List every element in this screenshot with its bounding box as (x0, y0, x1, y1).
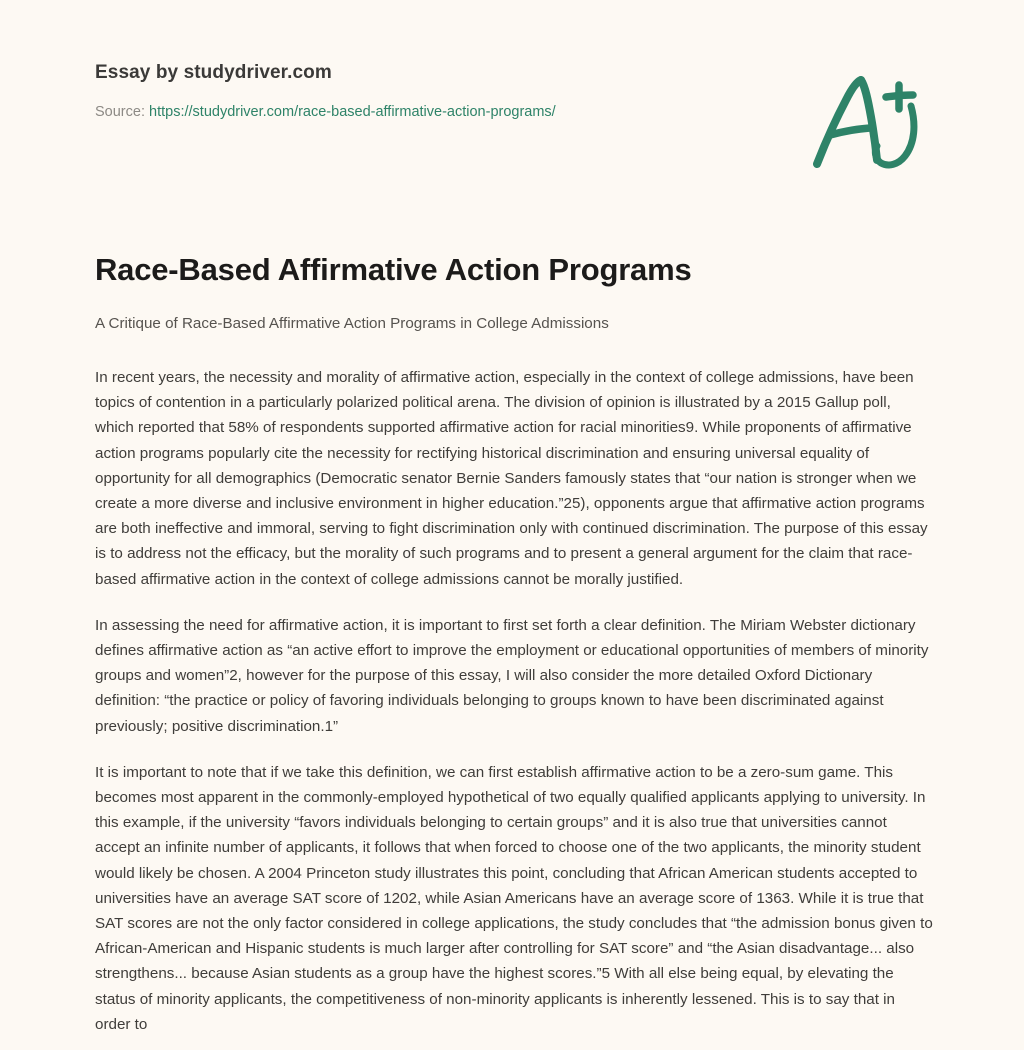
byline: Essay by studydriver.com (95, 62, 332, 83)
page-subtitle: A Critique of Race-Based Affirmative Action Programs in College Admissions (95, 315, 609, 332)
essay-paragraph: In recent years, the necessity and morality of affirmative action, especially in the context of college admissions, have been topics of contention in a particularly polarized political arena. The division of opinion is illustrated by a 2015 Gallup poll, which reported that 58% of respondents supported affirmative action for racial minorities9. While proponents of affirmative action programs popularly cite the necessity for rectifying historical discrimination and ensuring universal equality of opportunity for all demographics (Democratic senator Bernie Sanders famously states that “our nation is stronger when we create a more diverse and inclusive environment in higher education.”25), opponents argue that affirmative action programs are both ineffective and immoral, serving to fight discrimination only with continued discrimination. The purpose of this essay is to address not the efficacy, but the morality of such programs and to present a general argument for the claim that race-based affirmative action in the context of college admissions cannot be morally justified. (95, 369, 928, 588)
studydriver-logo (808, 68, 930, 173)
essay-paragraphs (95, 365, 933, 1037)
a-plus-logo-icon (808, 68, 930, 173)
source-label: Source: (95, 104, 145, 120)
essay-paragraph: In assessing the need for affirmative action, it is important to first set forth a clear definition. The Miriam Webster dictionary defines affirmative action as “an active effort to improve the employment or educational opportunities of members of minority groups and women”2, however for the purpose of this essay, I will also consider the more detailed Oxford Dictionary definition: “the practice or policy of favoring individuals belonging to groups known to have been discriminated against previously; positive discrimination.1” (95, 616, 929, 735)
essay-paragraph: It is important to note that if we take this definition, we can first establish affirmative action to be a zero-sum game. This becomes most apparent in the commonly-employed hypothetical of two equally qualified applicants applying to university. In this example, if the university “favors individuals belonging to certain groups” and it is also true that universities cannot accept an infinite number of applicants, it follows that when forced to choose one of the two applicants, the minority student would likely be chosen. A 2004 Princeton study illustrates this point, concluding that African American students accepted to universities have an average SAT score of 1202, while Asian Americans have an average score of 1363. While it is true that SAT scores are not the only factor considered in college applications, the study concludes that “the admission bonus given to African-American and Hispanic students is much larger after controlling for SAT score” and “the Asian disadvantage... also strengthens... because Asian students as a group have the highest scores.”5 With all else being equal, by elevating the status of minority applicants, the competitiveness of non-minority applicants is inherently lessened. This is to say that in order to (95, 763, 933, 1033)
source-url-link[interactable]: https://studydriver.com/race-based-affirmative-action-programs/ (149, 104, 556, 120)
article-body (95, 251, 933, 1037)
page-title: Race-Based Affirmative Action Programs (95, 252, 692, 287)
